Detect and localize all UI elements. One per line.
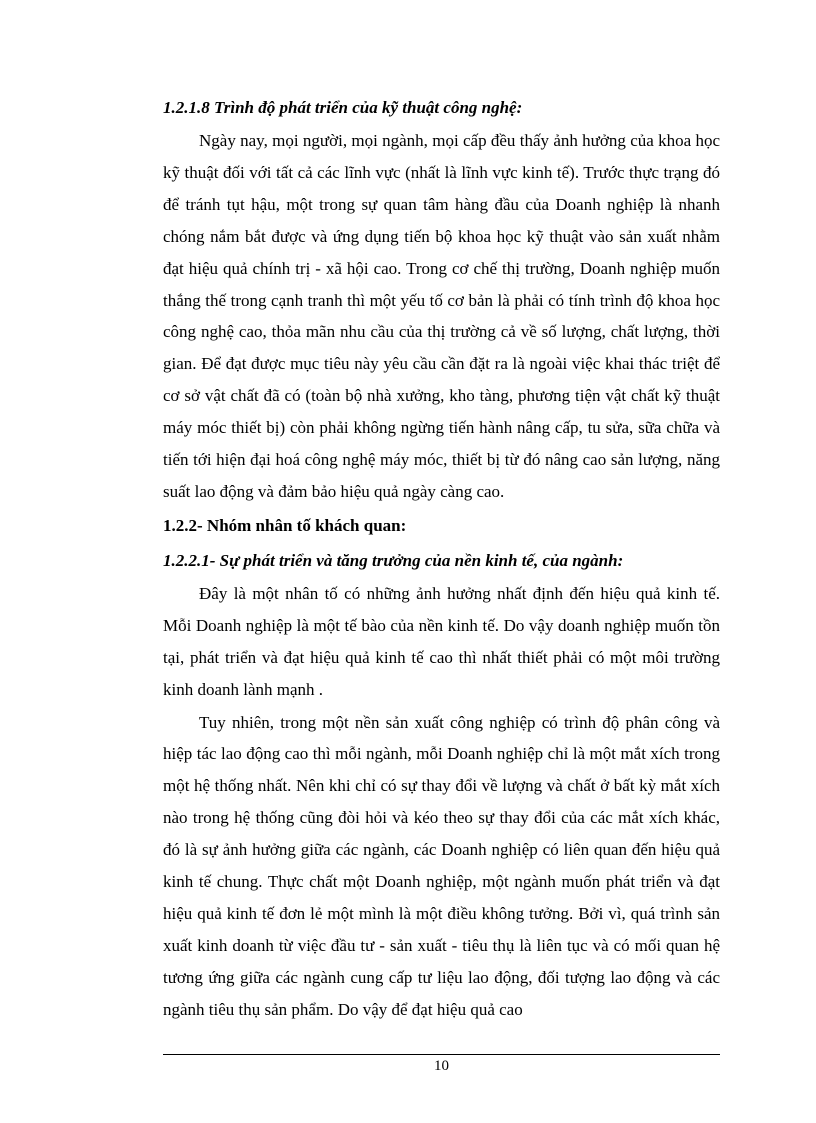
section-heading-1-2-2-1: 1.2.2.1- Sự phát triển và tăng trưởng của nền kinh tế, của ngành: <box>163 550 624 570</box>
section-heading-1-2-1-8: 1.2.1.8 Trình độ phát triển của kỹ thuật công nghệ: <box>163 98 523 117</box>
page-content <box>163 90 720 1026</box>
section-heading-1-2-2: 1.2.2- Nhóm nhân tố khách quan: <box>163 515 407 535</box>
footer-divider <box>163 1054 720 1055</box>
paragraph-technology-level: Ngày nay, mọi người, mọi ngành, mọi cấp đều thấy ảnh hưởng của khoa học kỹ thuật đối với tất cả các lĩnh vực (nhất là lĩnh vực kinh tế). Trước thực trạng đó để tránh tụt hậu, một trong sự quan tâm hàng đầu của Doanh nghiệp là nhanh chóng nắm bắt được và ứng dụng tiến bộ khoa học kỹ thuật vào sản xuất nhằm đạt hiệu quả chính trị - xã hội cao. Trong cơ chế thị trường, Doanh nghiệp muốn thắng thế trong cạnh tranh thì một yếu tố cơ bản là phải có tính trình độ khoa học công nghệ cao, thỏa mãn nhu cầu của thị trường cả về số lượng, chất lượng, thời gian. Để đạt được mục tiêu này yêu cầu cần đặt ra là ngoài việc khai thác triệt để cơ sở vật chất đã có (toàn bộ nhà xưởng, kho tàng, phương tiện vật chất kỹ thuật máy móc thiết bị) còn phải không ngừng tiến hành nâng cấp, tu sửa, sữa chữa và tiến tới hiện đại hoá công nghệ máy móc, thiết bị từ đó nâng cao sản lượng, năng suất lao động và đảm bảo hiệu quả ngày càng cao. <box>163 131 720 501</box>
page-number: 10 <box>434 1058 449 1074</box>
paragraph-economic-growth: Đây là một nhân tố có những ảnh hưởng nhất định đến hiệu quả kinh tế. Mỗi Doanh nghiệp là một tế bào của nền kinh tế. Do vậy doanh nghiệp muốn tồn tại, phát triển và đạt hiệu quả kinh tế cao thì nhất thiết phải có một môi trường kinh doanh lành mạnh . <box>163 583 720 699</box>
paragraph-industry-linkage: Tuy nhiên, trong một nền sản xuất công nghiệp có trình độ phân công và hiệp tác lao động cao thì mỗi ngành, mỗi Doanh nghiệp chỉ là một mắt xích trong một hệ thống nhất. Nên khi chỉ có sự thay đổi về lượng và chất ở bất kỳ mắt xích nào trong hệ thống cũng đòi hỏi và kéo theo sự thay đổi của các mắt xích khác, đó là sự ảnh hưởng giữa các ngành, các Doanh nghiệp có liên quan đến hiệu quả kinh tế chung. Thực chất một Doanh nghiệp, một ngành muốn phát triển và đạt hiệu quả kinh tế đơn lẻ một mình là một điều không tưởng. Bởi vì, quá trình sản xuất kinh doanh từ việc đầu tư - sản xuất - tiêu thụ là liên tục và có mối quan hệ tương ứng giữa các ngành cung cấp tư liệu lao động, đối tượng lao động và các ngành tiêu thụ sản phẩm. Do vậy để đạt hiệu quả cao <box>163 712 720 1019</box>
